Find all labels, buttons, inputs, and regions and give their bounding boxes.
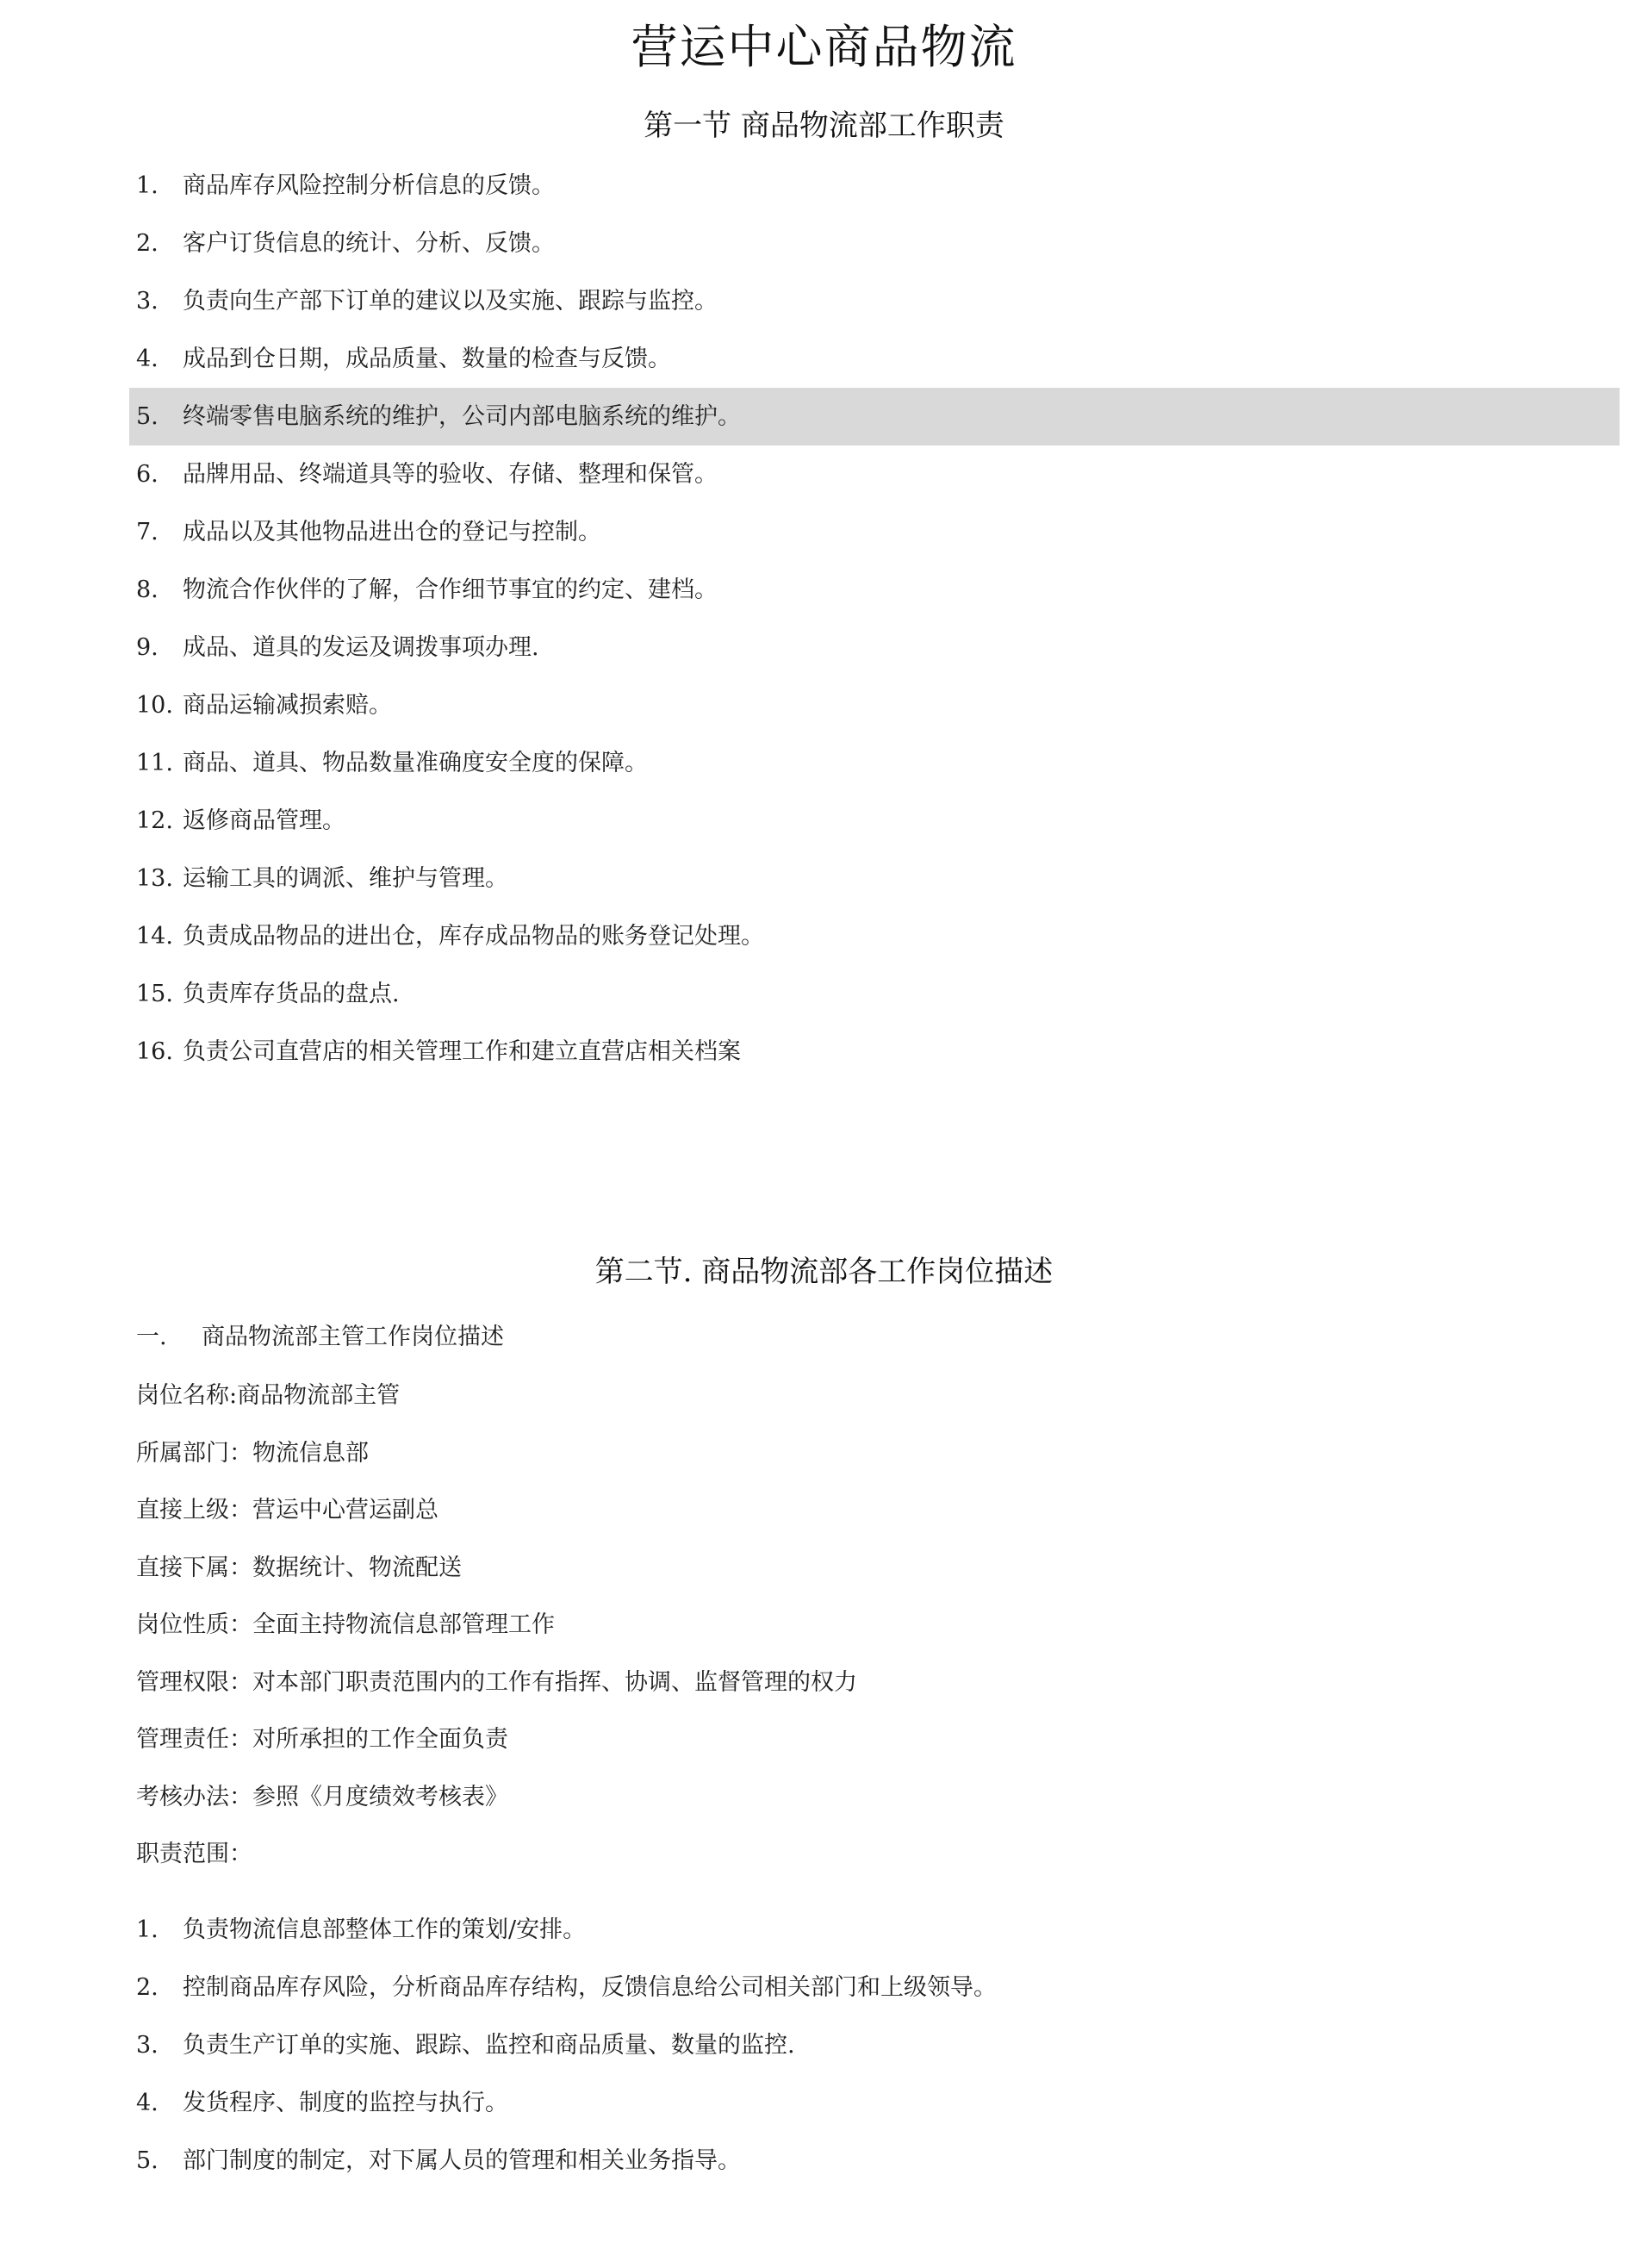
position-info-line: 岗位性质：全面主持物流信息部管理工作 bbox=[136, 1611, 555, 1638]
position-info-line: 考核办法：参照《月度绩效考核表》 bbox=[136, 1784, 508, 1810]
section1-duty-item-number: 6. bbox=[136, 461, 159, 488]
section1-duty-item-text: 商品库存风险控制分析信息的反馈。 bbox=[183, 172, 555, 199]
section2-duty-item-text: 负责生产订单的实施、跟踪、监控和商品质量、数量的监控. bbox=[183, 2032, 795, 2059]
section1-duty-item bbox=[129, 330, 1620, 388]
section2-duty-list bbox=[129, 1901, 1620, 2190]
section1-duty-item bbox=[129, 157, 1620, 215]
position-info-line: 管理责任：对所承担的工作全面负责 bbox=[136, 1726, 508, 1753]
section1-duty-item bbox=[129, 272, 1620, 330]
section2-duty-item bbox=[129, 1959, 1620, 2016]
position-info-line: 岗位名称:商品物流部主管 bbox=[136, 1382, 401, 1409]
section2-duty-item-text: 发货程序、制度的监控与执行。 bbox=[183, 2090, 508, 2116]
section1-duty-list bbox=[129, 157, 1620, 1081]
section2-subheading bbox=[136, 1320, 504, 1355]
section1-duty-item-number: 9. bbox=[136, 634, 159, 661]
section1-duty-item bbox=[129, 446, 1620, 503]
section2-duty-item-number: 1. bbox=[136, 1916, 159, 1943]
section1-duty-item bbox=[129, 850, 1620, 907]
subheading-text: 商品物流部主管工作岗位描述 bbox=[202, 1324, 504, 1350]
section2-duty-item-number: 3. bbox=[136, 2032, 159, 2059]
section1-duty-item-text: 品牌用品、终端道具等的验收、存储、整理和保管。 bbox=[183, 461, 718, 488]
section2-duty-item bbox=[129, 2016, 1620, 2074]
section1-duty-item-number: 4. bbox=[136, 346, 159, 372]
position-info-line: 直接上级：营运中心营运副总 bbox=[136, 1497, 438, 1523]
section1-duty-item-text: 成品到仓日期，成品质量、数量的检查与反馈。 bbox=[183, 346, 671, 372]
section2-duty-item-text: 负责物流信息部整体工作的策划/安排。 bbox=[183, 1916, 587, 1943]
section2-duty-item-text: 部门制度的制定，对下属人员的管理和相关业务指导。 bbox=[183, 2147, 741, 2174]
section1-duty-item-text: 负责公司直营店的相关管理工作和建立直营店相关档案 bbox=[183, 1038, 741, 1065]
section1-duty-item-text: 负责库存货品的盘点. bbox=[183, 981, 400, 1007]
section1-duty-item bbox=[129, 676, 1620, 734]
section2-duty-item-number: 4. bbox=[136, 2090, 159, 2116]
section1-duty-item bbox=[129, 965, 1620, 1023]
section1-duty-item-text: 客户订货信息的统计、分析、反馈。 bbox=[183, 230, 555, 257]
position-info-line: 直接下属：数据统计、物流配送 bbox=[136, 1555, 462, 1581]
position-info-line: 职责范围： bbox=[136, 1841, 252, 1867]
section1-duty-item-text: 终端零售电脑系统的维护，公司内部电脑系统的维护。 bbox=[183, 403, 741, 430]
section1-duty-item-text: 返修商品管理。 bbox=[183, 807, 345, 834]
position-info-line: 管理权限：对本部门职责范围内的工作有指挥、协调、监督管理的权力 bbox=[136, 1669, 857, 1696]
section2-duty-item-number: 5. bbox=[136, 2147, 159, 2174]
section1-duty-item-text: 负责向生产部下订单的建议以及实施、跟踪与监控。 bbox=[183, 288, 718, 315]
section1-duty-item-number: 14. bbox=[136, 923, 173, 950]
document-title: 营运中心商品物流 bbox=[631, 20, 1017, 74]
position-info-line: 所属部门：物流信息部 bbox=[136, 1440, 369, 1467]
section1-duty-item-text: 负责成品物品的进出仓，库存成品物品的账务登记处理。 bbox=[183, 923, 764, 950]
section1-duty-item-text: 成品以及其他物品进出仓的登记与控制。 bbox=[183, 519, 601, 545]
section1-duty-item-number: 12. bbox=[136, 807, 173, 834]
section1-duty-item-number: 1. bbox=[136, 172, 159, 199]
section1-duty-item-text: 运输工具的调派、维护与管理。 bbox=[183, 865, 508, 892]
section1-duty-item-text: 成品、道具的发运及调拨事项办理. bbox=[183, 634, 539, 661]
section1-duty-item-text: 物流合作伙伴的了解，合作细节事宜的约定、建档。 bbox=[183, 576, 718, 603]
section1-duty-item bbox=[129, 619, 1620, 676]
section1-duty-item bbox=[129, 215, 1620, 272]
section2-duty-item bbox=[129, 2074, 1620, 2132]
section1-heading: 第一节 商品物流部工作职责 bbox=[644, 109, 1004, 143]
section1-duty-item-number: 13. bbox=[136, 865, 173, 892]
subheading-number: 一. bbox=[136, 1324, 167, 1350]
section2-duty-item-number: 2. bbox=[136, 1974, 159, 2001]
section1-duty-item-text: 商品运输减损索赔。 bbox=[183, 692, 392, 719]
section2-duty-item bbox=[129, 2132, 1620, 2190]
section1-duty-item-number: 16. bbox=[136, 1038, 173, 1065]
section1-duty-item-number: 10. bbox=[136, 692, 173, 719]
section1-duty-item bbox=[129, 388, 1620, 446]
section1-duty-item-number: 2. bbox=[136, 230, 159, 257]
section1-duty-item-number: 5. bbox=[136, 403, 159, 430]
section1-duty-item-number: 7. bbox=[136, 519, 159, 545]
section2-heading: 第二节. 商品物流部各工作岗位描述 bbox=[594, 1255, 1054, 1289]
section1-duty-item-number: 8. bbox=[136, 576, 159, 603]
section1-duty-item bbox=[129, 1023, 1620, 1081]
section2-duty-item-text: 控制商品库存风险，分析商品库存结构，反馈信息给公司相关部门和上级领导。 bbox=[183, 1974, 997, 2001]
section1-duty-item bbox=[129, 734, 1620, 792]
section1-duty-item-text: 商品、道具、物品数量准确度安全度的保障。 bbox=[183, 750, 648, 776]
section1-duty-item bbox=[129, 561, 1620, 619]
section1-duty-item-number: 15. bbox=[136, 981, 173, 1007]
section1-duty-item-number: 11. bbox=[136, 750, 173, 776]
section2-duty-item bbox=[129, 1901, 1620, 1959]
section1-duty-item-number: 3. bbox=[136, 288, 159, 315]
section1-duty-item bbox=[129, 503, 1620, 561]
section1-duty-item bbox=[129, 907, 1620, 965]
section1-duty-item bbox=[129, 792, 1620, 850]
